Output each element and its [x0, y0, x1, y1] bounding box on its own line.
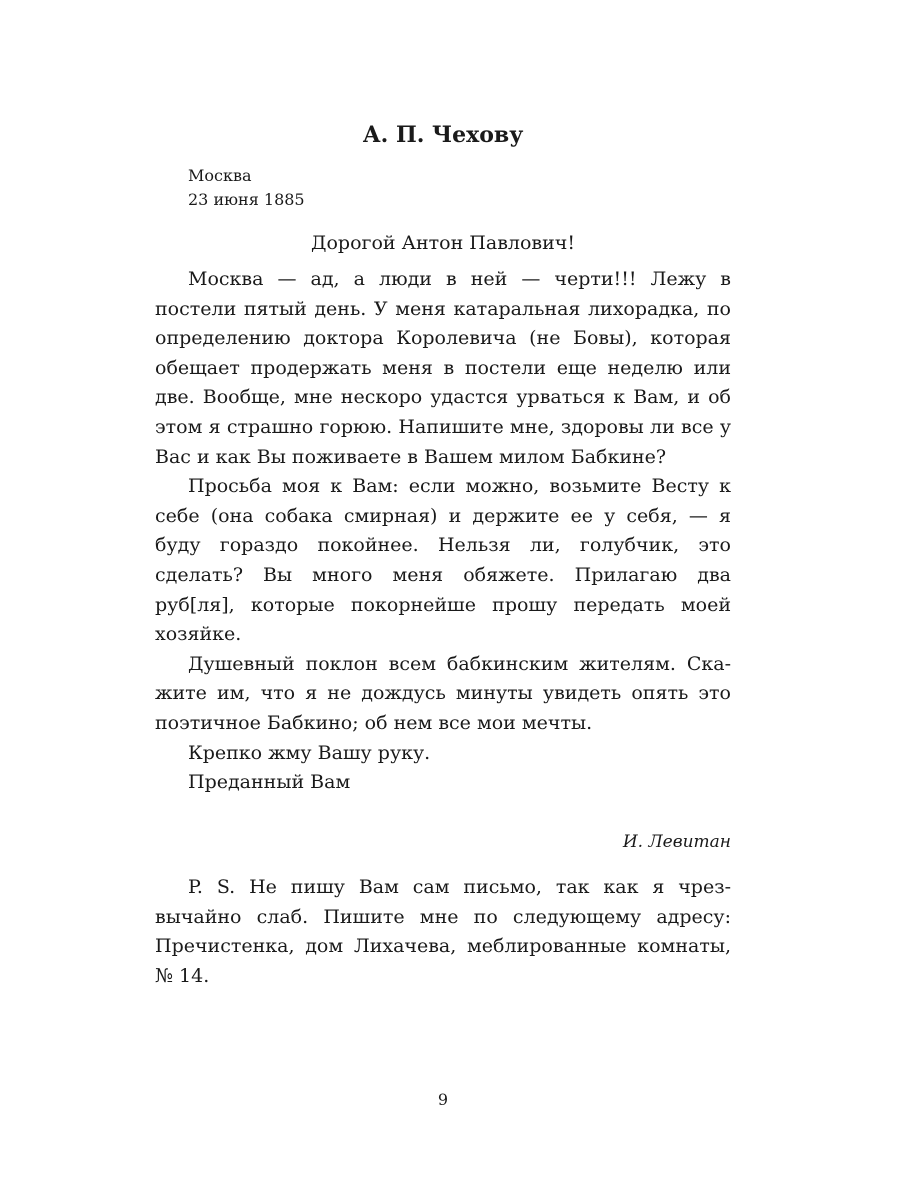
letter-date: 23 июня 1885: [188, 190, 305, 209]
letter-dateline: [188, 164, 305, 212]
valediction: Преданный Вам: [188, 771, 351, 794]
page-number: 9: [437, 1090, 449, 1109]
letter-greeting: Дорогой Антон Павлович!: [311, 232, 575, 254]
closing-line: Крепко жму Вашу руку.: [188, 741, 431, 764]
paragraph-1: Москва — ад, а люди в ней — черти!!! Лежу в постели пятый день. У меня катаральная лихорадка, по определению доктора Королевича (не Бовы), которая обещает продержать меня в постели еще неделю или две. Вообще, мне нескоро удастся урваться к Вам, и об этом я страшно горюю. Напишите мне, здоровы ли все у Вас и как Вы поживаете в Вашем милом Бабкине?: [155, 268, 731, 468]
paragraph-3: Душевный поклон всем бабкинским жителям. Скажите им, что я не дождусь минуты увидеть опять это поэтичное Бабкино; об нем все мои мечты.: [155, 652, 731, 734]
letter-place: Москва: [188, 166, 252, 185]
postscript: P. S. Не пишу Вам сам письмо, так как я чрезвычайно слаб. Пишите мне по следующему адресу: Пречистенка, дом Лихачева, меблированные комнаты, № 14.: [155, 876, 731, 987]
letter-body: [155, 265, 731, 798]
signature: И. Левитан: [622, 832, 731, 852]
letter-heading: А. П. Чехову: [362, 122, 524, 148]
paragraph-2: Просьба моя к Вам: если можно, возьмите Весту к себе (она собака смирная) и держите ее у себя, — я буду гораздо покойнее. Нельзя ли, голубчик, это сделать? Вы много меня обяжете. Прилагаю два руб[ля], которые покорнейше прошу передать моей хозяйке.: [155, 475, 731, 646]
